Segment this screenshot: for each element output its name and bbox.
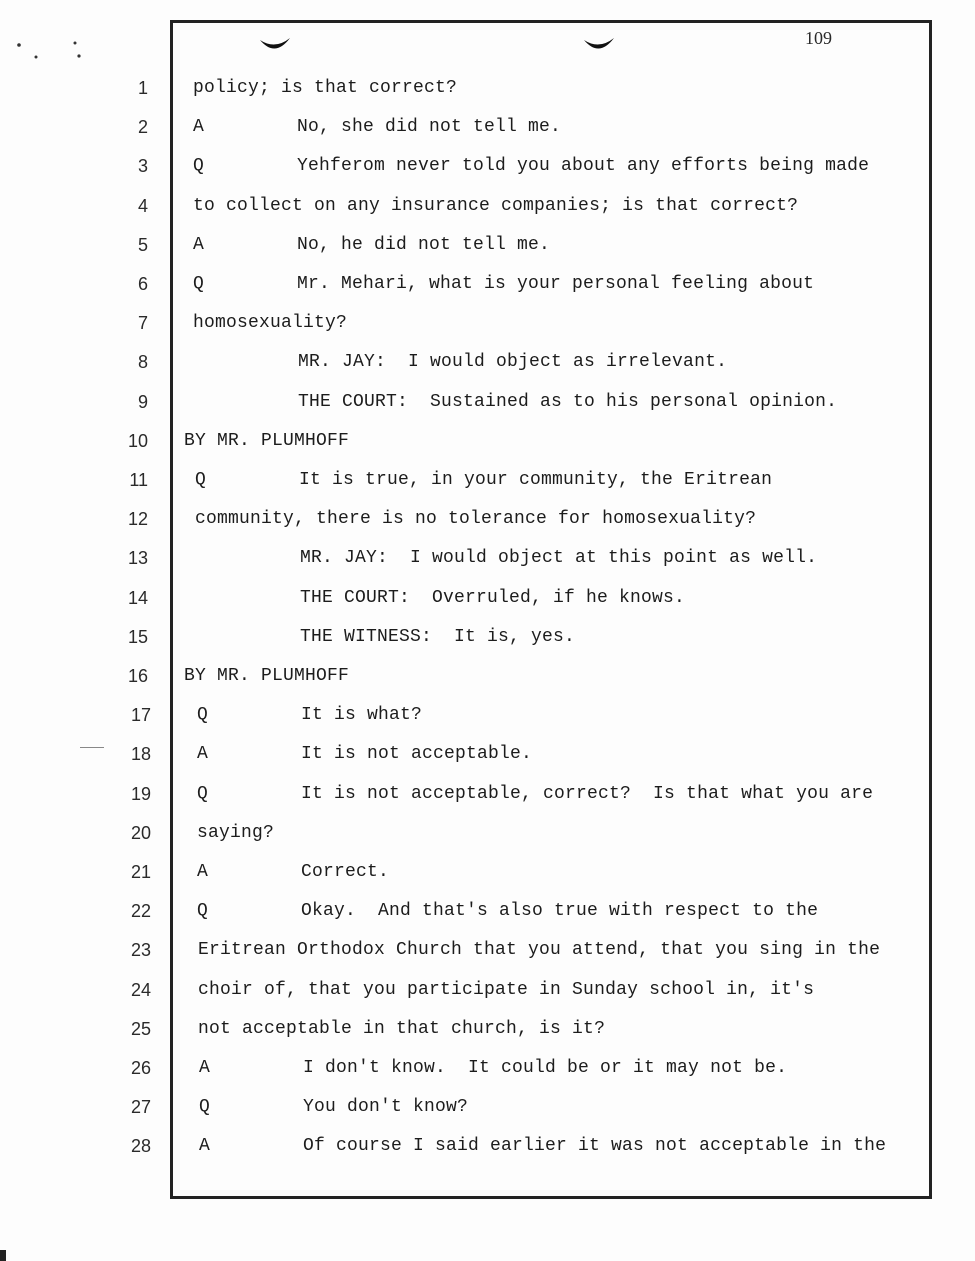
- transcript-line-text: Mr. Mehari, what is your personal feeling about: [297, 274, 815, 294]
- transcript-line-text: THE COURT: Sustained as to his personal opinion.: [298, 391, 838, 412]
- line-number: 27: [130, 1097, 151, 1118]
- transcript-line-text: MR. JAY: I would object at this point as well.: [300, 548, 818, 569]
- transcript-line-text: THE COURT: Overruled, if he knows.: [300, 587, 686, 608]
- transcript-line-text: It is what?: [301, 705, 423, 726]
- transcript-line-text: Okay. And that's also true with respect to the: [301, 901, 819, 922]
- transcript-line-text: choir of, that you participate in Sunday school in, it's: [198, 979, 815, 1000]
- line-number: 28: [130, 1136, 151, 1157]
- line-number: 17: [130, 705, 151, 726]
- binder-hole-mark-right: [582, 34, 616, 56]
- scan-specks: [14, 40, 94, 70]
- transcript-line-text: BY MR. PLUMHOFF: [184, 430, 350, 451]
- transcript-line-text: community, there is no tolerance for homosexuality?: [195, 509, 757, 530]
- qa-label: Q: [193, 274, 205, 294]
- line-number: 8: [137, 352, 148, 373]
- corner-mark: [0, 1250, 6, 1261]
- transcript-line-text: It is not acceptable.: [301, 744, 533, 765]
- line-number: 13: [127, 548, 148, 569]
- line-number: 26: [130, 1058, 151, 1078]
- transcript-line-text: BY MR. PLUMHOFF: [184, 666, 350, 686]
- line-number: 5: [137, 234, 148, 255]
- transcript-line-text: Yehferom never told you about any efforts being made: [297, 156, 870, 177]
- qa-label: A: [197, 744, 209, 765]
- line-number: 25: [130, 1018, 151, 1039]
- line-number: 11: [129, 470, 148, 490]
- transcript-line-text: No, he did not tell me.: [297, 234, 551, 255]
- transcript-line-text: to collect on any insurance companies; is that correct?: [193, 195, 799, 216]
- qa-label: A: [193, 117, 205, 138]
- line-number: 15: [127, 626, 148, 647]
- line-number: 4: [137, 195, 148, 216]
- qa-label: A: [193, 234, 205, 255]
- transcript-line-text: It is true, in your community, the Eritrean: [299, 470, 773, 490]
- transcript-line-text: MR. JAY: I would object as irrelevant.: [298, 352, 728, 373]
- line-number: 3: [137, 156, 148, 177]
- transcript-line-text: not acceptable in that church, is it?: [198, 1018, 606, 1039]
- qa-label: Q: [195, 470, 207, 490]
- transcript-line-text: homosexuality?: [193, 313, 348, 334]
- margin-mark: [80, 747, 104, 748]
- transcript-line-text: policy; is that correct?: [193, 78, 458, 98]
- transcript-line-text: No, she did not tell me.: [297, 117, 562, 138]
- line-number: 18: [130, 744, 151, 765]
- line-number: 12: [127, 509, 148, 530]
- qa-label: Q: [199, 1097, 211, 1118]
- line-number: 7: [137, 313, 148, 334]
- transcript-line-text: saying?: [197, 822, 275, 843]
- binder-hole-mark-left: [258, 34, 292, 56]
- line-number: 9: [137, 391, 148, 412]
- line-number: 19: [130, 783, 151, 804]
- line-number: 6: [137, 274, 148, 294]
- line-number: 10: [127, 430, 148, 451]
- transcript-line-text: You don't know?: [303, 1097, 469, 1118]
- transcript-line-text: I don't know. It could be or it may not be.: [303, 1058, 788, 1078]
- qa-label: A: [199, 1136, 211, 1157]
- qa-label: A: [197, 862, 209, 882]
- line-number: 2: [137, 117, 148, 138]
- qa-label: A: [199, 1058, 211, 1078]
- transcript-line-text: Of course I said earlier it was not acceptable in the: [303, 1136, 887, 1157]
- qa-label: Q: [197, 705, 209, 726]
- line-number: 24: [130, 979, 151, 1000]
- transcript-line-text: It is not acceptable, correct? Is that what you are: [301, 783, 874, 804]
- line-number: 1: [137, 78, 148, 98]
- page-number: 109: [805, 28, 832, 48]
- line-number: 16: [127, 666, 148, 686]
- transcript-line-text: Correct.: [301, 862, 390, 882]
- line-number: 14: [127, 587, 148, 608]
- line-number: 21: [130, 862, 151, 882]
- qa-label: Q: [197, 783, 209, 804]
- qa-label: Q: [193, 156, 205, 177]
- line-number: 22: [130, 901, 151, 922]
- line-number: 20: [130, 822, 151, 843]
- transcript-line-text: THE WITNESS: It is, yes.: [300, 626, 576, 647]
- qa-label: Q: [197, 901, 209, 922]
- line-number: 23: [130, 940, 151, 961]
- transcript-line-text: Eritrean Orthodox Church that you attend, that you sing in the: [198, 940, 881, 961]
